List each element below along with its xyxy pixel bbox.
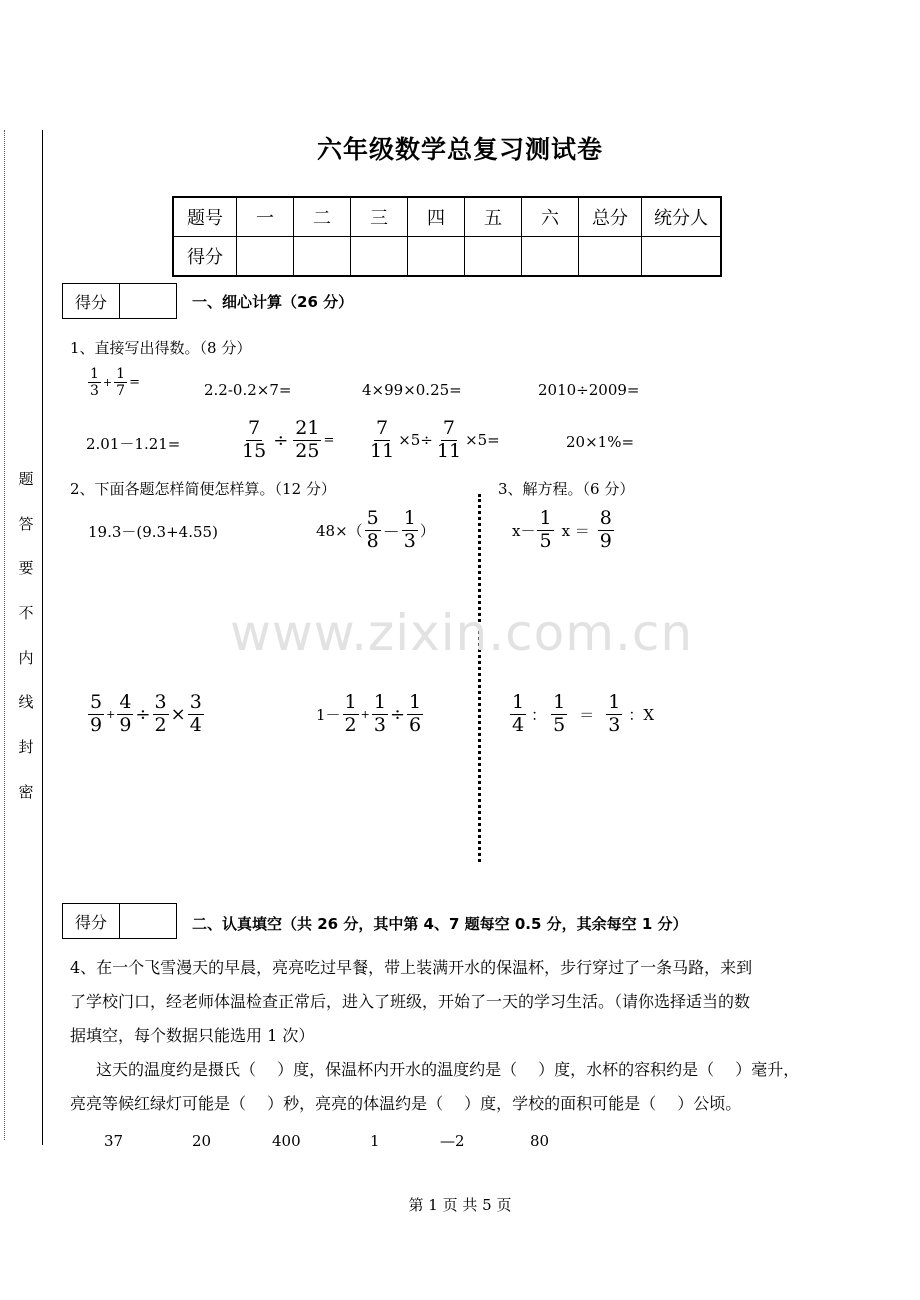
fraction: $\frac{1}{7}$ <box>116 366 126 400</box>
q4-text <box>70 951 840 1121</box>
score-table-score-row <box>173 237 721 277</box>
seal-char: 内 <box>18 648 34 667</box>
score-cell[interactable] <box>294 237 351 277</box>
header-cell: 总分 <box>579 197 642 237</box>
fraction: $\frac{1}{3}$ <box>403 507 416 552</box>
section1-score-box <box>62 283 177 319</box>
q1-expr-7: $\frac{7}{11}$ ×5÷ $\frac{7}{11}$ ×5= <box>370 417 500 462</box>
header-cell: 六 <box>522 197 579 237</box>
page-footer: 第 1 页 共 5 页 <box>408 1196 512 1214</box>
fraction: $\frac{7}{11}$ <box>436 417 462 462</box>
q4-line: 了学校门口，经老师体温检查正常后，进入了班级，开始了一天的学习生活。（请你选择适当的数 <box>70 992 751 1011</box>
q1-expr-5: 2.01－1.21= <box>86 435 181 453</box>
score-cell[interactable] <box>642 237 722 277</box>
q3-expr-1: x－ $\frac{1}{5}$ x ＝ $\frac{8}{9}$ <box>512 507 612 552</box>
fraction: $\frac{1}{6}$ <box>409 691 422 736</box>
fraction: $\frac{1}{3}$ <box>608 691 621 736</box>
q2-expr-4: 1－ $\frac{1}{2}$ + $\frac{1}{3}$ ÷ $\frac{1}{6}$ <box>316 691 422 736</box>
score-cell[interactable] <box>465 237 522 277</box>
fraction: $\frac{5}{8}$ <box>366 507 379 552</box>
fraction: $\frac{8}{9}$ <box>599 507 612 552</box>
option: 1 <box>370 1132 380 1150</box>
watermark: www.zixin.com.cn <box>230 604 694 662</box>
q4-line: 4、在一个飞雪漫天的早晨，亮亮吃过早餐，带上装满开水的保温杯，步行穿过了一条马路，来到 <box>70 958 753 977</box>
q3-label: 3、解方程。（6 分） <box>498 480 635 498</box>
score-box-blank[interactable] <box>120 904 176 938</box>
option: 20 <box>192 1132 212 1150</box>
fraction: $\frac{7}{11}$ <box>370 417 395 462</box>
seal-char: 题 <box>18 470 34 488</box>
score-cell[interactable] <box>579 237 642 277</box>
score-cell[interactable] <box>408 237 465 277</box>
header-cell: 四 <box>408 197 465 237</box>
section2-title: 二、认真填空（共 26 分，其中第 4、7 题每空 0.5 分，其余每空 1 分） <box>192 915 688 933</box>
binding-solid-line <box>42 130 43 1145</box>
score-box-label: 得分 <box>63 284 120 318</box>
q1-expr-8: 20×1%= <box>566 433 635 451</box>
q1-expr-1: $\frac{1}{3}$ + $\frac{1}{7}$ = <box>90 366 140 400</box>
q2-expr-1: 19.3－(9.3+4.55) <box>88 523 218 541</box>
seal-char: 要 <box>18 559 34 578</box>
option: —2 <box>440 1132 465 1150</box>
q3-expr-2: $\frac{1}{4}$ ： $\frac{1}{5}$ ＝ $\frac{1}{3}$ ：X <box>512 691 654 736</box>
score-cell[interactable] <box>351 237 408 277</box>
q1-expr-2: 2.2-0.2×7= <box>204 381 292 399</box>
fraction: $\frac{7}{15}$ <box>242 417 267 462</box>
score-cell[interactable] <box>522 237 579 277</box>
q2-expr-3: $\frac{5}{9}$ + $\frac{4}{9}$ ÷ $\frac{3}{2}$ × $\frac{3}{4}$ <box>90 691 202 736</box>
score-table <box>172 196 722 277</box>
fraction: $\frac{3}{2}$ <box>154 691 167 736</box>
page-title: 六年级数学总复习测试卷 <box>316 135 603 164</box>
column-divider <box>478 494 481 862</box>
q1-label: 1、直接写出得数。（8 分） <box>70 339 252 357</box>
q2-expr-2: 48×（ $\frac{5}{8}$ － $\frac{1}{3}$ ） <box>316 507 435 552</box>
header-cell: 五 <box>465 197 522 237</box>
score-box-blank[interactable] <box>120 284 176 318</box>
header-cell: 二 <box>294 197 351 237</box>
score-table-header-row <box>173 197 721 237</box>
header-cell: 题号 <box>173 197 237 237</box>
q2-label: 2、下面各题怎样简便怎样算。（12 分） <box>70 480 336 498</box>
header-cell: 统分人 <box>642 197 722 237</box>
fraction: $\frac{4}{9}$ <box>119 691 132 736</box>
q4-line: 亮亮等候红绿灯可能是（ ）秒，亮亮的体温约是（ ）度，学校的面积可能是（ ）公顷。 <box>70 1094 742 1113</box>
seal-char: 线 <box>18 693 34 712</box>
section1-title: 一、细心计算（26 分） <box>192 293 354 311</box>
option: 400 <box>272 1132 301 1150</box>
header-cell: 一 <box>237 197 294 237</box>
seal-char: 不 <box>18 604 34 623</box>
fraction: $\frac{1}{4}$ <box>512 691 525 736</box>
section2-score-box <box>62 903 177 939</box>
q1-expr-3: 4×99×0.25= <box>362 381 462 399</box>
fraction: $\frac{5}{9}$ <box>90 691 103 736</box>
option: 37 <box>104 1132 124 1150</box>
fraction: $\frac{3}{4}$ <box>189 691 202 736</box>
fraction: $\frac{21}{25}$ <box>295 417 320 462</box>
seal-line-text <box>14 468 38 826</box>
fraction: $\frac{1}{3}$ <box>373 691 386 736</box>
score-box-label: 得分 <box>63 904 120 938</box>
header-cell: 三 <box>351 197 408 237</box>
q4-line: 这天的温度约是摄氏（ ）度，保温杯内开水的温度约是（ ）度，水杯的容积约是（ ）毫升， <box>96 1060 800 1079</box>
fraction: $\frac{1}{3}$ <box>90 366 99 400</box>
fraction: $\frac{1}{2}$ <box>344 691 357 736</box>
fraction: $\frac{1}{5}$ <box>539 507 552 552</box>
fraction: $\frac{1}{5}$ <box>553 691 566 736</box>
q4-line: 据填空，每个数据只能选用 1 次） <box>70 1026 315 1045</box>
seal-char: 答 <box>18 514 34 533</box>
q1-expr-4: 2010÷2009= <box>538 381 640 399</box>
row-label-cell: 得分 <box>173 237 237 277</box>
score-cell[interactable] <box>237 237 294 277</box>
q1-expr-6: $\frac{7}{15}$ ÷ $\frac{21}{25}$ = <box>242 417 335 462</box>
option: 80 <box>530 1132 550 1150</box>
binding-dotted-line <box>4 130 5 1140</box>
seal-char: 密 <box>18 782 34 801</box>
seal-char: 封 <box>18 738 34 757</box>
